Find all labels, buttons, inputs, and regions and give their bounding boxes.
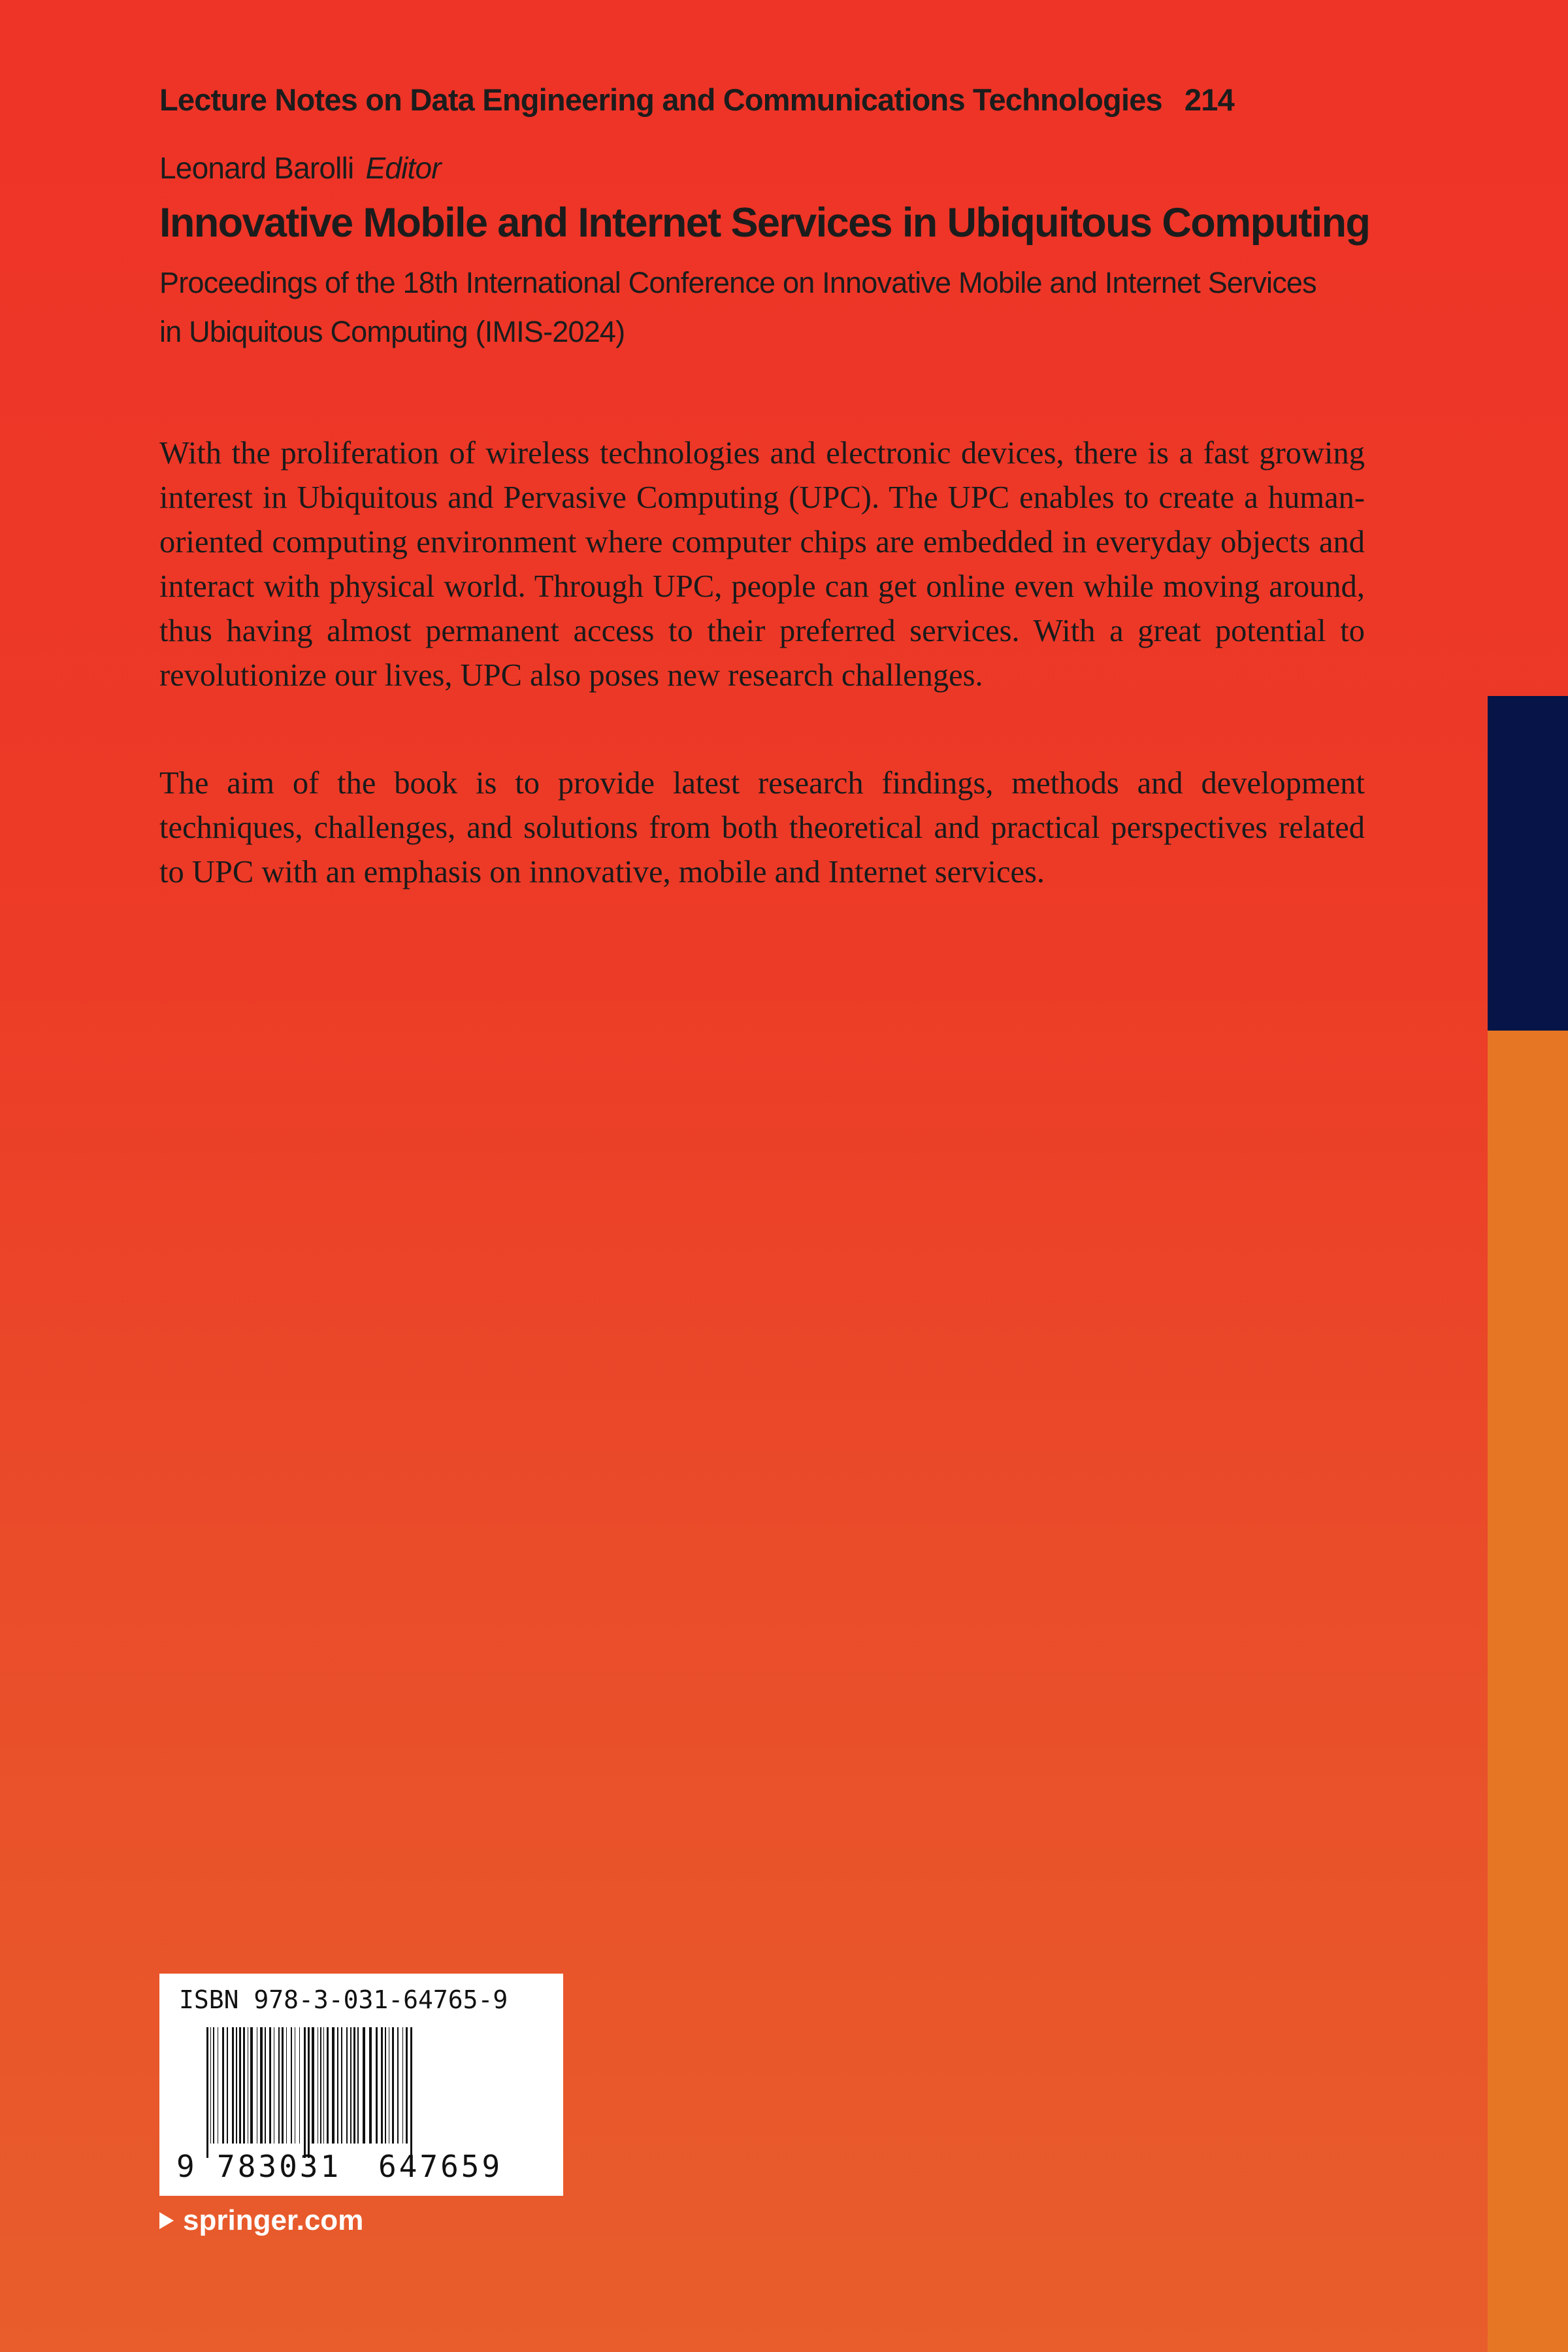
editor-role: Editor [365,151,441,185]
barcode-bar [232,2027,234,2144]
series-number: 214 [1184,82,1234,117]
barcode-bar [308,2027,310,2158]
publisher-link[interactable] [159,2204,363,2237]
barcode-bar [341,2027,342,2144]
barcode-bar [376,2027,378,2144]
barcode-bar [227,2027,228,2144]
barcode [205,2027,512,2158]
barcode-bar [222,2027,224,2144]
barcode-digit-prefix: 9 [176,2149,195,2184]
barcode-bar [243,2027,245,2144]
barcode-bar [350,2027,351,2144]
barcode-digits-right: 647659 [378,2149,503,2184]
publisher-url: springer.com [183,2204,364,2236]
series-line [159,82,1234,118]
blurb-paragraph: The aim of the book is to provide latest research findings, methods and development techniques, challenges, and solutions from both theoretical and practical perspectives related to UPC with an emphasis on innovative, mobile and Internet services. [159,766,1365,889]
book-title: Innovative Mobile and Internet Services in Ubiquitous Computing [159,200,1370,246]
barcode-bar [286,2027,287,2144]
series-name: Lecture Notes on Data Engineering and Communications Technologies [159,82,1162,117]
barcode-bar [291,2027,292,2144]
book-subtitle: Proceedings of the 18th International Conference on Innovative Mobile and Internet Services in Ubiquitous Computing (IMIS-2024) [159,266,1316,348]
isbn-label: ISBN 978-3-031-64765-9 [179,1985,508,2014]
barcode-bar [402,2027,403,2144]
barcode-bar [265,2027,266,2144]
barcode-bar [332,2027,335,2144]
barcode-bar [369,2027,372,2144]
barcode-bar [213,2027,214,2144]
blurb-paragraph: With the proliferation of wireless technologies and electronic devices, there is a fast growing interest in Ubiquitous and Pervasive Computing (UPC). The UPC enables to create a human-oriented computing environment where computer chips are embedded in everyday objects and interact with physical world. Through UPC, people can get online even while moving around, thus having almost permanent access to their preferred services. With a great potential to revolutionize our lives, UPC also poses new research challenges. [159,436,1365,693]
barcode-bar [250,2027,253,2144]
barcode-bar [357,2027,359,2144]
editor-name: Leonard Barolli [159,151,354,185]
barcode-bar [381,2027,383,2144]
barcode-bar [236,2027,237,2144]
editor-line [159,150,441,186]
barcode-bar [327,2027,329,2144]
spine-tab-navy [1488,696,1568,1031]
barcode-bar [282,2027,284,2144]
barcode-bar [269,2027,271,2144]
barcode-bar [406,2027,408,2144]
barcode-bar [260,2027,263,2144]
barcode-bar [353,2027,355,2144]
barcode-bar [278,2027,280,2144]
spine-tab-orange [1488,1031,1568,2352]
barcode-bar [304,2027,306,2158]
barcode-bar [392,2027,394,2144]
barcode-bar [323,2027,324,2144]
barcode-bar [210,2027,211,2144]
isbn-barcode-box [159,1974,563,2196]
barcode-digits-left: 783031 [217,2149,342,2184]
barcode-bar [312,2027,314,2144]
barcode-bar [410,2027,412,2158]
barcode-bar [346,2027,348,2144]
barcode-bar [206,2027,208,2158]
barcode-bar [363,2027,365,2144]
barcode-bar [337,2027,338,2144]
play-triangle-icon [159,2212,174,2229]
barcode-bar [397,2027,399,2144]
barcode-bar [385,2027,386,2144]
barcode-bar [320,2027,321,2144]
barcode-bar [299,2027,300,2144]
barcode-bar [239,2027,241,2144]
